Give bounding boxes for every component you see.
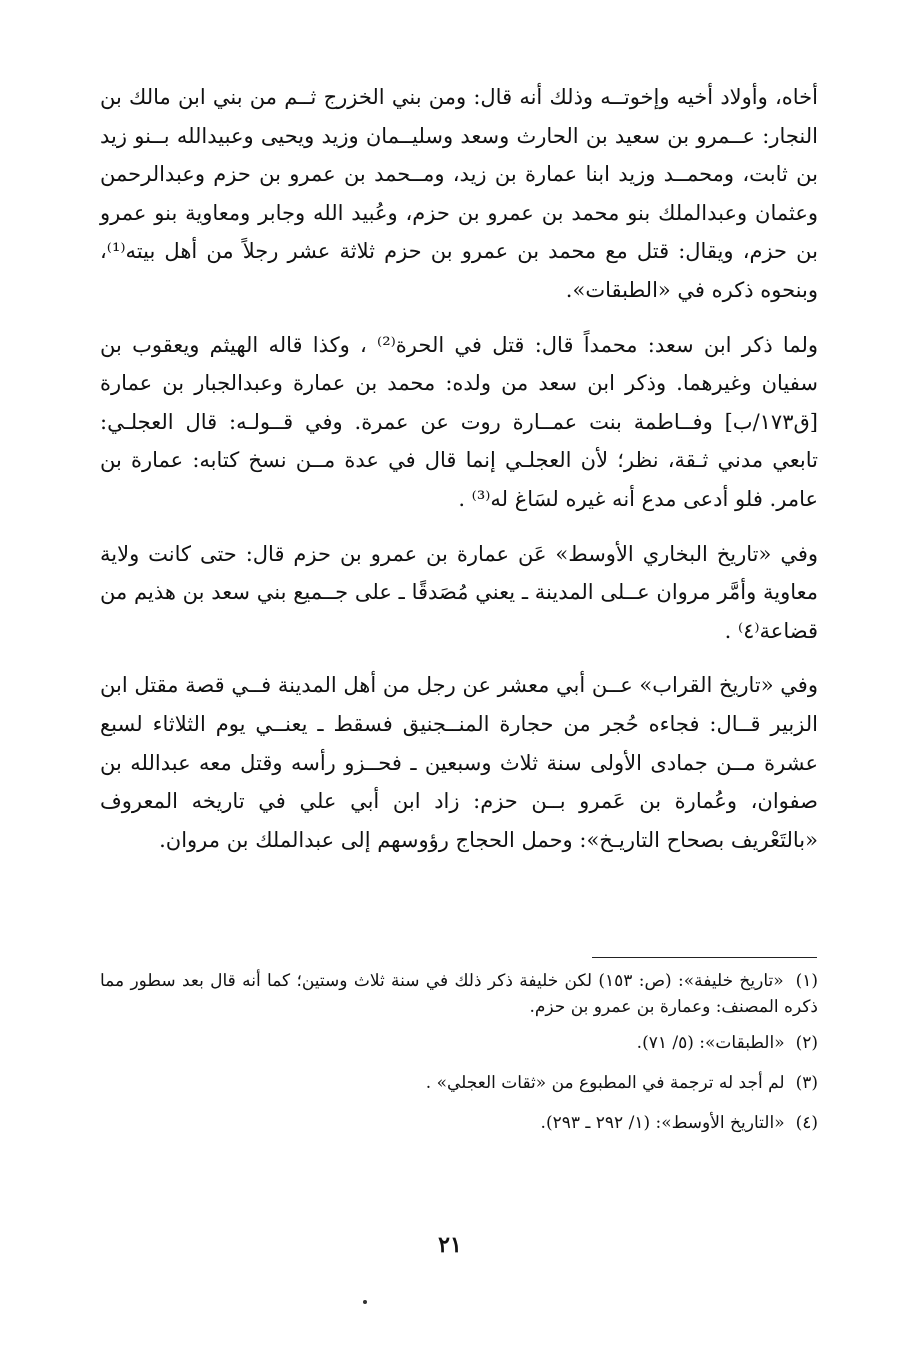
print-dot [363,1300,367,1304]
footnote-number: (٣) [795,1073,818,1093]
footnote-text: لم أجد له ترجمة في المطبوع من «ثقات العجلي» . [425,1073,785,1093]
paragraph-4: وفي «تاريخ القراب» عــن أبي معشر عن رجل من أهل المدينة فــي قصة مقتل ابن الزبير قــال: فجاءه حُجر من حجارة المنــجنيق فسقط ـ يعنــي يوم الثلاثاء لسبع عشرة مــن جمادى الأولى سنة ثلاث وسبعين ـ فحــزو رأسه وقتل معه عبدالله بن صفوان، وعُمارة بن عَمرو بــن حزم: زاد ابن أبي علي في تاريخه المعروف «بالتَعْريف بصحاح التاريـخ»: وحمل الحجاج رؤوسهم إلى عبدالملك بن مروان. [100,673,818,852]
footnote-divider [592,957,817,958]
paragraph-2: ولما ذكر ابن سعد: محمداً قال: قتل في الحرة⁽²⁾ ، وكذا قاله الهيثم ويعقوب بن سفيان وغيرهما. وذكر ابن سعد من ولده: محمد بن عمارة وعبدالجبار بن عمارة [ق١٧٣/ب] وفــاطمة بنت عمــارة روت عن عمرة. وفي قــولـه: قال العجلـي: تابعي مدني ثـقة، نظر؛ لأن العجلـي إنما قال في عدة مــن نسخ كتابه: عمارة بن عامر. فلو أدعى مدع أنه غيره لسَاغ له⁽³⁾ . [100,332,818,511]
paragraph-3: وفي «تاريخ البخاري الأوسط» عَن عمارة بن عمرو بن حزم قال: حتى كانت ولاية معاوية وأمَّر مروان عــلى المدينة ـ يعني مُصَدقًا ـ على جــميع بني سعد بن هذيم من قضاعة⁽٤⁾ . [100,541,818,643]
footnote-text: «التاريخ الأوسط»: (١/ ٢٩٢ ـ ٢٩٣). [540,1113,785,1133]
footnote-number: (٤) [795,1113,818,1133]
footnote-text: «تاريخ خليفة»: (ص: ١٥٣) لكن خليفة ذكر ذلك في سنة ثلاث وستين؛ كما أنه قال بعد سطور مما ذكره المصنف: وعمارة بن عمرو بن حزم. [100,971,818,1017]
footnote-text: «الطبقات»: (٥/ ٧١). [636,1033,785,1053]
main-text-body [100,78,818,875]
paragraph-1: أخاه، وأولاد أخيه وإخوتــه وذلك أنه قال: ومن بني الخزرج ثــم من بني ابن مالك بن النجار: عــمرو بن سعيد بن الحارث وسعد وسليــمان وزيد ويحيى وعبيدالله بــنو زيد بن ثابت، ومحمــد وزيد ابنا عمارة بن زيد، ومــحمد بن عمرو بن حزم وعبدالرحمن وعثمان وعبدالملك بنو محمد بن عمرو بن حزم، وعُبيد الله وجابر ومعاوية بنو عمرو بن حزم، ويقال: قتل مع محمد بن عمرو بن حزم ثلاثة عشر رجلاً من أهل بيته⁽¹⁾، وبنحوه ذكره في «الطبقات». [100,85,818,302]
main-text [100,78,818,859]
footnote-1 [100,968,818,1020]
footnotes [100,968,818,1150]
footnote-2 [100,1030,818,1056]
footnote-number: (٢) [795,1033,818,1053]
footnote-4 [100,1110,818,1136]
footnote-number: (١) [795,971,818,991]
footnote-3 [100,1070,818,1096]
page-number: ٢١ [438,1232,462,1258]
